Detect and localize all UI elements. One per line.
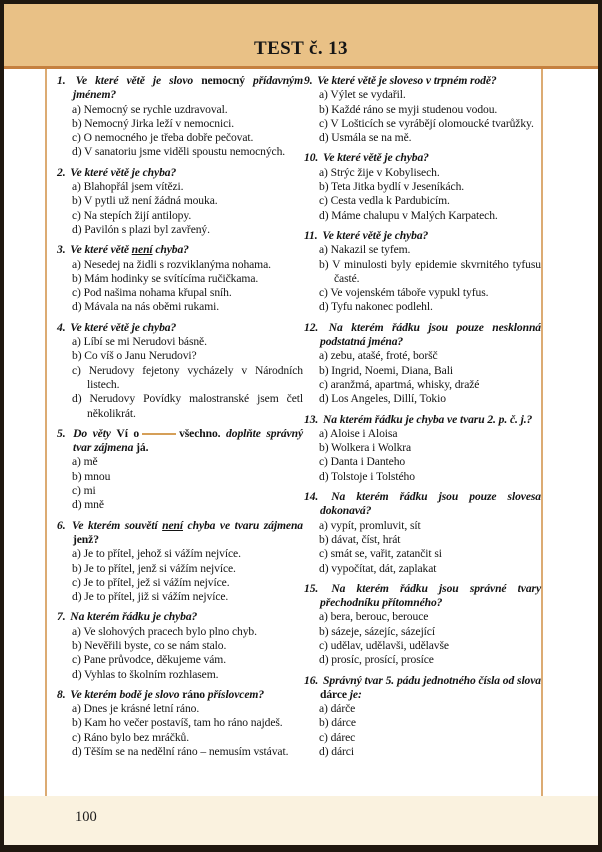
option-label: a) (319, 702, 331, 716)
option-text: Teta Jitka bydlí v Jeseníkách. (331, 180, 465, 194)
option-label: a) (72, 702, 84, 716)
answer-option (304, 131, 541, 145)
answer-option (57, 702, 303, 716)
heading-segment: přídavným jménem? (73, 74, 304, 102)
option-label: b) (319, 363, 332, 377)
question-block (57, 243, 303, 314)
option-label: c) (72, 363, 89, 377)
option-label: d) (319, 469, 332, 483)
option-label: d) (72, 300, 85, 314)
option-label: b) (319, 257, 333, 271)
question-block (304, 490, 541, 576)
option-label: b) (72, 194, 85, 208)
option-label: d) (72, 745, 85, 759)
option-label: d) (72, 667, 85, 681)
option-text: mě (83, 455, 98, 469)
option-text: dárče (330, 702, 356, 716)
option-text: zebu, atašé, froté, boršč (330, 349, 438, 363)
answer-option (57, 180, 303, 194)
option-label: c) (319, 547, 331, 561)
option-text: dávat, číst, hrát (331, 532, 401, 546)
page-number: 100 (75, 809, 97, 825)
option-label: b) (319, 624, 332, 638)
option-label: a) (319, 610, 331, 624)
heading-segment: dárce (320, 687, 347, 701)
question-number: 15. (304, 581, 330, 595)
question-heading (304, 582, 541, 611)
header-band (4, 4, 598, 69)
option-text: dárci (331, 745, 354, 759)
heading-segment: je: (346, 687, 362, 701)
heading-segment: není (162, 518, 183, 532)
option-text: Je to přítel, jenž si vážím nejvíce. (84, 561, 236, 575)
answer-option (57, 639, 303, 653)
option-text: sázeje, sázejíc, sázející (331, 624, 435, 638)
option-text: Nerudovy fejetony vycházely v Národních listech. (87, 363, 303, 391)
option-label: d) (72, 498, 85, 512)
question-heading (57, 74, 303, 103)
option-text: Ve slohových pracech bylo plno chyb. (83, 624, 257, 638)
heading-segment: příslovcem? (205, 687, 265, 701)
option-label: a) (72, 180, 84, 194)
option-label: a) (319, 165, 331, 179)
option-label: b) (319, 532, 332, 546)
question-heading (57, 321, 303, 335)
question-block (304, 151, 541, 222)
question-block (57, 519, 303, 605)
option-text: aranžmá, apartmá, whisky, dražé (330, 377, 480, 391)
question-block (57, 166, 303, 237)
answer-option (57, 484, 303, 498)
option-text: Strýc žije v Kobylisech. (330, 165, 440, 179)
answer-option (57, 392, 303, 421)
question-number: 8. (57, 687, 69, 701)
answer-option (57, 745, 303, 759)
option-label: a) (319, 243, 331, 257)
heading-segment: Ví o (116, 426, 140, 440)
answer-option (57, 716, 303, 730)
page-frame (4, 4, 598, 845)
option-label: c) (72, 208, 84, 222)
option-label: c) (72, 286, 84, 300)
answer-option (304, 653, 541, 667)
question-block (57, 427, 303, 513)
answer-option (304, 88, 541, 102)
heading-segment: Ve které větě je chyba? (70, 165, 177, 179)
option-label: c) (72, 484, 84, 498)
option-text: Ve vojenském táboře vypukl tyfus. (330, 286, 489, 300)
question-block (57, 74, 303, 160)
answer-option (57, 131, 303, 145)
answer-option (57, 335, 303, 349)
question-number: 16. (304, 673, 322, 687)
answer-option (304, 745, 541, 759)
question-heading (57, 427, 303, 456)
answer-option (304, 166, 541, 180)
answer-option (304, 103, 541, 117)
answer-option (57, 349, 303, 363)
option-label: d) (319, 561, 332, 575)
option-text: Mávala na nás oběmi rukami. (84, 300, 220, 314)
question-number: 11. (304, 228, 321, 242)
answer-option (304, 364, 541, 378)
heading-segment: ráno (182, 687, 205, 701)
option-label: c) (319, 377, 331, 391)
option-text: Je to přítel, již si vážím nejvíce. (84, 590, 229, 604)
answer-option (57, 547, 303, 561)
option-text: Usmála se na mě. (331, 131, 412, 145)
answer-option (304, 610, 541, 624)
option-text: Tolstoje i Tolstého (331, 469, 415, 483)
question-number: 10. (304, 151, 321, 165)
option-label: a) (72, 257, 84, 271)
answer-option (57, 272, 303, 286)
heading-segment: Ve které větě je chyba? (70, 320, 177, 334)
option-text: Kam ho večer postavíš, tam ho ráno najdeš. (84, 716, 283, 730)
option-label: b) (72, 271, 85, 285)
question-block (57, 688, 303, 759)
option-text: Wolkera i Wolkra (331, 441, 412, 455)
answer-option (57, 731, 303, 745)
option-text: mnou (84, 469, 111, 483)
question-heading (57, 610, 303, 624)
answer-option (304, 378, 541, 392)
heading-segment: Ve kterém bodě je slovo (70, 687, 183, 701)
option-text: Ráno bylo bez mráčků. (83, 730, 190, 744)
question-number: 9. (304, 74, 316, 87)
option-label: a) (72, 335, 84, 349)
question-block (304, 413, 541, 484)
question-block (57, 610, 303, 681)
option-text: Danta i Danteho (330, 455, 406, 469)
answer-option (304, 702, 541, 716)
option-label: a) (319, 426, 330, 440)
question-block (304, 674, 541, 760)
option-label: b) (319, 716, 332, 730)
option-text: Každé ráno se myji studenou vodou. (331, 102, 498, 116)
answer-option (57, 364, 303, 393)
option-label: b) (72, 638, 85, 652)
option-text: Těším se na nedělní ráno – nemusím vstávat. (84, 745, 289, 759)
question-number: 12. (304, 320, 327, 334)
answer-option (304, 180, 541, 194)
footer-band (4, 796, 598, 845)
blank-line (142, 433, 176, 435)
option-text: Nemocný Jirka leží v nemocnici. (84, 116, 235, 130)
option-text: Dnes je krásné letní ráno. (83, 702, 200, 716)
answer-option (304, 639, 541, 653)
heading-segment: všechno. (179, 426, 227, 440)
heading-segment: doplňte správný tvar zájmena (73, 426, 303, 455)
heading-segment: jenž? (73, 532, 99, 546)
option-label: d) (319, 653, 332, 667)
content-area (4, 69, 598, 796)
answer-option (304, 349, 541, 363)
answer-option (304, 300, 541, 314)
option-label: c) (319, 638, 331, 652)
option-label: c) (72, 653, 84, 667)
question-block (304, 582, 541, 668)
question-block (57, 321, 303, 421)
option-label: d) (72, 222, 85, 236)
option-text: Ingrid, Noemi, Diana, Bali (331, 363, 453, 377)
answer-option (304, 258, 541, 287)
option-label: a) (72, 624, 84, 638)
option-text: mi (83, 484, 96, 498)
answer-option (57, 103, 303, 117)
option-text: Výlet se vydařil. (330, 88, 406, 102)
option-text: Nemocný se rychle uzdravoval. (83, 102, 228, 116)
question-block (304, 229, 541, 315)
option-text: Pane průvodce, děkujeme vám. (83, 653, 227, 667)
option-text: Nakazil se tyfem. (330, 243, 411, 257)
question-heading (57, 519, 303, 548)
question-heading (304, 490, 541, 519)
question-block (304, 74, 541, 145)
heading-segment: Ve které větě (70, 243, 132, 257)
question-heading (304, 229, 541, 243)
question-heading (304, 413, 541, 427)
question-heading (57, 243, 303, 257)
option-text: V minulosti byly epidemie skvrnitého tyfusu časté. (332, 257, 541, 285)
column-left (57, 74, 303, 759)
question-number: 2. (57, 165, 69, 179)
heading-segment: chyba ve tvaru zájmena (183, 518, 303, 532)
option-text: Los Angeles, Dillí, Tokio (331, 392, 446, 406)
answer-option (57, 653, 303, 667)
option-text: Líbí se mi Nerudovi básně. (83, 335, 207, 349)
answer-option (304, 562, 541, 576)
answer-option (57, 498, 303, 512)
option-label: b) (72, 716, 85, 730)
heading-segment: chyba? (152, 243, 189, 257)
page-title: TEST č. 13 (254, 38, 348, 59)
answer-option (304, 455, 541, 469)
question-number: 5. (57, 426, 72, 440)
question-number: 14. (304, 490, 330, 504)
option-label: b) (72, 349, 85, 363)
option-text: O nemocného je třeba dobře pečovat. (83, 131, 254, 145)
option-text: dárec (330, 730, 356, 744)
answer-option (304, 547, 541, 561)
question-number: 4. (57, 320, 69, 334)
heading-segment: Do věty (73, 426, 117, 440)
option-label: c) (72, 730, 84, 744)
option-text: dárce (331, 716, 356, 730)
option-label: b) (72, 469, 85, 483)
option-text: Nevěřili byste, co se nám stalo. (84, 638, 227, 652)
question-heading (57, 688, 303, 702)
answer-option (57, 286, 303, 300)
heading-segment: já. (136, 441, 149, 455)
heading-segment: Na kterém řádku je chyba ve tvaru 2. p. č. j.? (323, 412, 533, 426)
question-number: 7. (57, 610, 69, 624)
option-label: a) (319, 349, 331, 363)
answer-option (57, 223, 303, 237)
answer-option (304, 286, 541, 300)
option-text: Nerudovy Povídky malostranské jsem četl několikrát. (87, 392, 303, 420)
option-label: b) (319, 441, 332, 455)
option-label: a) (72, 455, 84, 469)
answer-option (57, 194, 303, 208)
answer-option (304, 392, 541, 406)
heading-segment: Ve které větě je chyba? (322, 228, 429, 242)
answer-option (57, 576, 303, 590)
question-number: 6. (57, 518, 71, 532)
question-number: 13. (304, 412, 321, 426)
option-text: udělav, udělavši, udělavše (330, 638, 449, 652)
option-text: Pod našima nohama křupal sníh. (83, 286, 232, 300)
answer-option (304, 533, 541, 547)
option-text: Cesta vedla k Pardubicím. (330, 194, 450, 208)
option-label: c) (319, 116, 331, 130)
answer-option (57, 209, 303, 223)
question-heading (57, 166, 303, 180)
answer-option (57, 455, 303, 469)
option-label: b) (72, 561, 85, 575)
option-label: d) (319, 300, 332, 314)
question-heading (304, 74, 541, 88)
option-label: c) (319, 194, 331, 208)
answer-option (57, 117, 303, 131)
answer-option (304, 194, 541, 208)
option-label: a) (72, 547, 84, 561)
option-label: d) (72, 590, 85, 604)
question-number: 3. (57, 243, 69, 257)
option-text: bera, berouc, berouce (330, 610, 429, 624)
option-label: b) (319, 102, 332, 116)
option-text: vypít, promluvit, sít (330, 518, 421, 532)
answer-option (304, 441, 541, 455)
answer-option (57, 258, 303, 272)
option-text: Máme chalupu v Malých Karpatech. (331, 208, 498, 222)
option-label: d) (319, 131, 332, 145)
heading-segment: Ve které větě je slovo (75, 74, 202, 87)
answer-option (304, 117, 541, 131)
heading-segment: není (131, 243, 153, 257)
answer-option (57, 590, 303, 604)
option-text: Pavilón s plazi byl zavřený. (84, 222, 210, 236)
option-text: Blahopřál jsem vítězi. (83, 180, 184, 194)
option-text: Je to přítel, jež si vážím nejvíce. (83, 575, 230, 589)
heading-segment: Na kterém řádku jsou pouze slovesa dokonavá? (320, 490, 541, 518)
heading-segment: nemocný (201, 74, 245, 87)
answer-option (57, 145, 303, 159)
answer-option (304, 427, 541, 441)
answer-option (304, 625, 541, 639)
answer-option (57, 300, 303, 314)
option-text: Nesedej na židli s rozviklanýma nohama. (83, 257, 271, 271)
option-text: Aloise i Aloisa (329, 426, 398, 440)
option-label: d) (72, 145, 85, 159)
option-text: Tyfu nakonec podlehl. (331, 300, 433, 314)
answer-option (57, 470, 303, 484)
question-heading (304, 321, 541, 350)
column-right (304, 74, 541, 759)
question-number: 1. (57, 74, 74, 87)
option-text: vypočítat, dát, zaplakat (331, 561, 437, 575)
option-label: a) (319, 518, 331, 532)
option-text: smát se, vařit, zatančit si (330, 547, 442, 561)
option-text: Vyhlas to školním rozhlasem. (84, 667, 219, 681)
answer-option (57, 562, 303, 576)
option-text: prosíc, prosící, prosíce (331, 653, 434, 667)
answer-option (57, 625, 303, 639)
option-text: V Lošticích se vyrábějí olomoucké tvarůžky. (330, 116, 534, 130)
option-text: Na stepích žijí antilopy. (83, 208, 192, 222)
option-text: V pytli už není žádná mouka. (84, 194, 218, 208)
heading-segment: Na kterém řádku je chyba? (70, 610, 198, 624)
option-label: c) (72, 575, 84, 589)
option-label: b) (319, 180, 332, 194)
answer-option (57, 668, 303, 682)
option-label: b) (72, 116, 85, 130)
option-label: c) (319, 286, 331, 300)
option-label: c) (319, 730, 331, 744)
heading-segment: Na kterém řádku jsou pouze nesklonná podstatná jména? (320, 320, 541, 349)
heading-segment: Správný tvar 5. pádu jednotného čísla od slova (323, 673, 541, 687)
answer-option (304, 243, 541, 257)
answer-option (304, 731, 541, 745)
option-label: d) (319, 745, 332, 759)
option-label: c) (319, 455, 331, 469)
question-heading (304, 674, 541, 703)
answer-option (304, 716, 541, 730)
option-label: a) (72, 102, 84, 116)
option-text: Mám hodinky se svítícíma ručičkama. (84, 271, 259, 285)
answer-option (304, 519, 541, 533)
answer-option (304, 209, 541, 223)
option-label: c) (72, 131, 84, 145)
option-label: d) (319, 208, 332, 222)
heading-segment: Ve které větě je sloveso v trpném rodě? (317, 74, 497, 87)
question-heading (304, 151, 541, 165)
option-text: Co víš o Janu Nerudovi? (84, 349, 197, 363)
option-text: mně (84, 498, 104, 512)
option-label: d) (72, 392, 90, 406)
heading-segment: Ve které větě je chyba? (323, 151, 429, 165)
option-label: a) (319, 88, 331, 102)
option-text: Je to přítel, jehož si vážím nejvíce. (83, 547, 241, 561)
answer-option (304, 470, 541, 484)
heading-segment: Na kterém řádku jsou správné tvary přechodníku přítomného? (320, 581, 541, 610)
left-column-rule (45, 69, 47, 796)
option-label: d) (319, 392, 332, 406)
heading-segment: Ve kterém souvětí (72, 518, 163, 532)
option-text: V sanatoriu jsme viděli spoustu nemocných. (84, 145, 286, 159)
right-column-rule (541, 69, 543, 796)
question-block (304, 321, 541, 407)
